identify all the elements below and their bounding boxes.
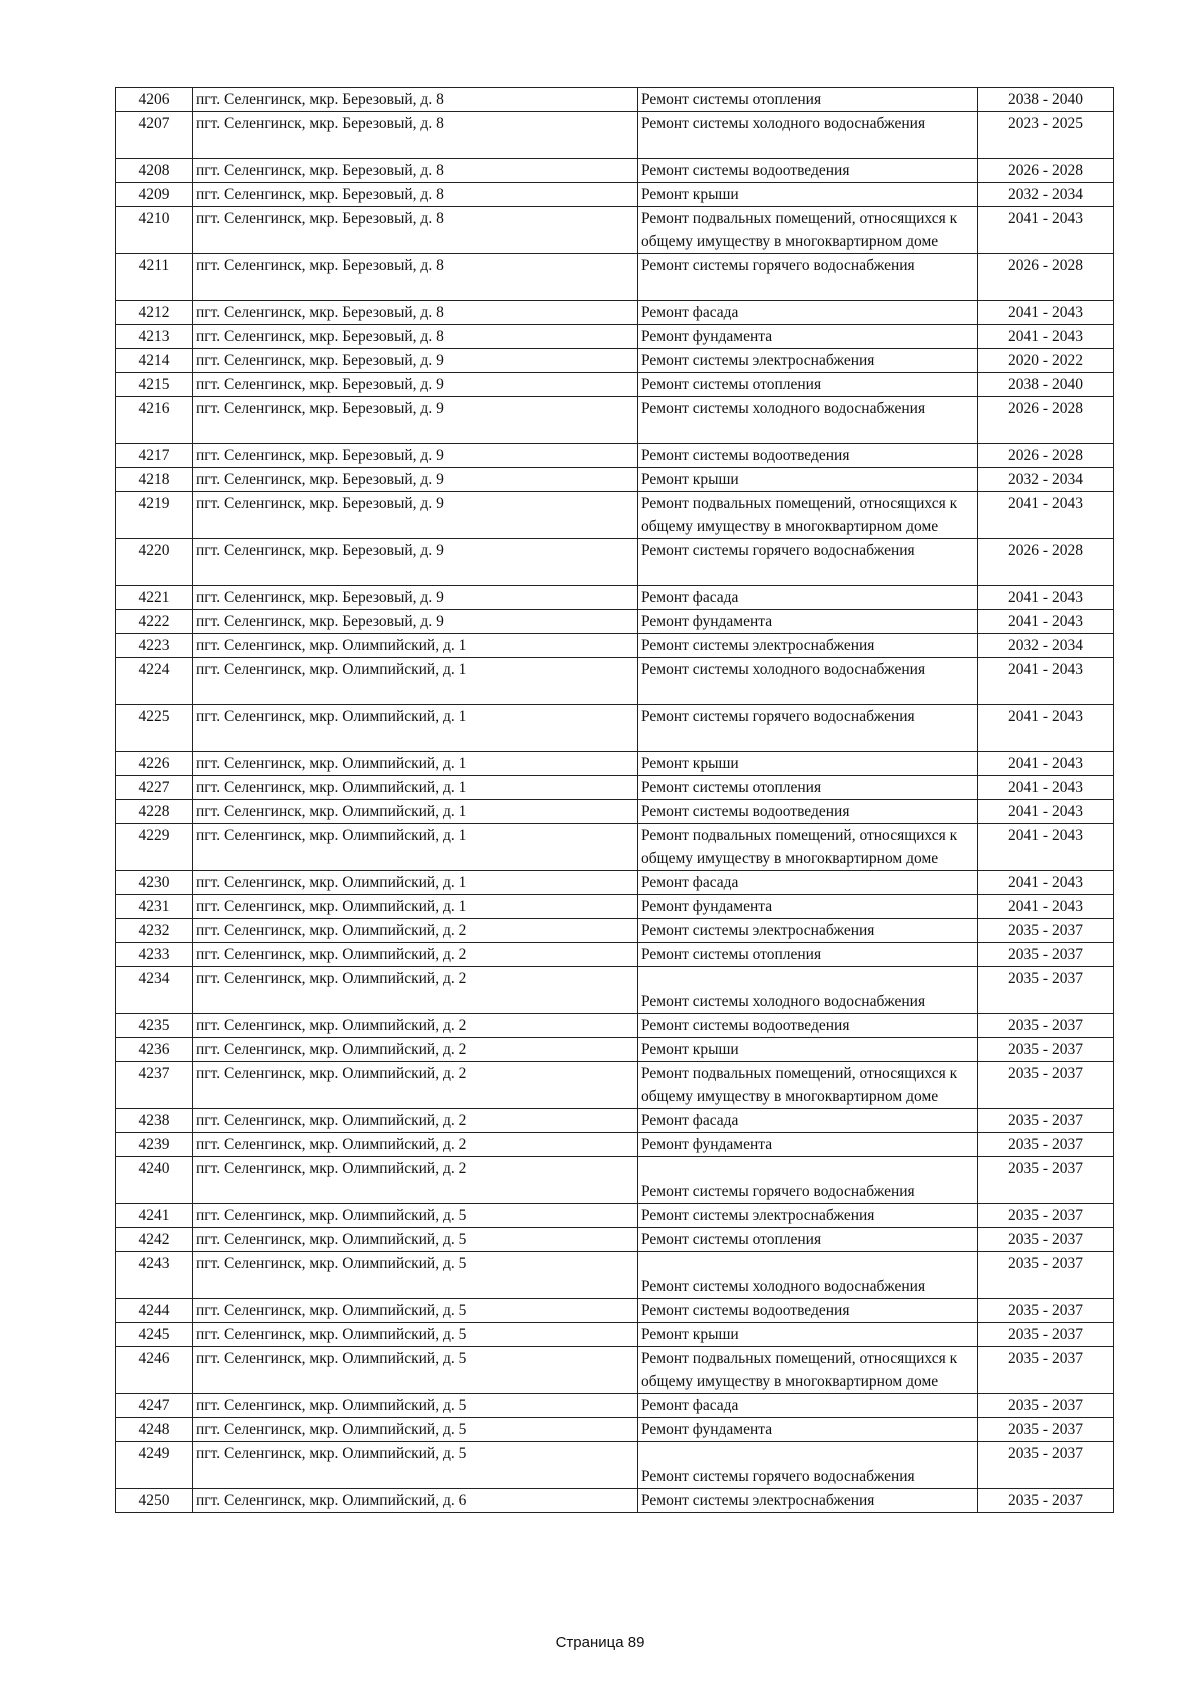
row-period: 2035 - 2037	[978, 1252, 1114, 1299]
page-number: Страница 89	[555, 1634, 645, 1651]
row-work-text: Ремонт подвальных помещений, относящихся к общему имуществу в многоквартирном доме	[641, 1065, 958, 1105]
row-work-text: Ремонт фасада	[641, 1112, 739, 1129]
row-work-text: Ремонт системы электроснабжения	[641, 922, 875, 939]
row-period: 2032 - 2034	[978, 183, 1114, 207]
row-address: пгт. Селенгинск, мкр. Олимпийский, д. 1	[193, 705, 638, 752]
row-work-type	[638, 1157, 978, 1204]
row-number: 4226	[116, 752, 193, 776]
row-work-text: Ремонт крыши	[641, 1041, 739, 1058]
table-row	[116, 776, 1114, 800]
row-work-text: Ремонт системы отопления	[641, 1231, 822, 1248]
row-work-text: Ремонт системы отопления	[641, 376, 822, 393]
row-work-type	[638, 871, 978, 895]
row-work-type	[638, 349, 978, 373]
row-work-text: Ремонт крыши	[641, 471, 739, 488]
row-work-type	[638, 1442, 978, 1489]
row-work-text: Ремонт системы водоотведения	[641, 447, 850, 464]
row-number: 4230	[116, 871, 193, 895]
row-number: 4250	[116, 1489, 193, 1513]
row-work-type	[638, 254, 978, 301]
row-work-type	[638, 705, 978, 752]
row-number: 4241	[116, 1204, 193, 1228]
row-number: 4228	[116, 800, 193, 824]
row-work-text: Ремонт крыши	[641, 186, 739, 203]
row-period: 2032 - 2034	[978, 468, 1114, 492]
table-row	[116, 1062, 1114, 1109]
row-number: 4211	[116, 254, 193, 301]
row-work-type	[638, 919, 978, 943]
row-work-type	[638, 895, 978, 919]
row-address: пгт. Селенгинск, мкр. Олимпийский, д. 2	[193, 1038, 638, 1062]
row-address: пгт. Селенгинск, мкр. Олимпийский, д. 1	[193, 752, 638, 776]
row-period: 2020 - 2022	[978, 349, 1114, 373]
row-address: пгт. Селенгинск, мкр. Березовый, д. 8	[193, 301, 638, 325]
row-address: пгт. Селенгинск, мкр. Березовый, д. 8	[193, 112, 638, 159]
row-number: 4236	[116, 1038, 193, 1062]
row-number: 4244	[116, 1299, 193, 1323]
row-address: пгт. Селенгинск, мкр. Березовый, д. 9	[193, 492, 638, 539]
row-number: 4243	[116, 1252, 193, 1299]
row-work-text: Ремонт системы отопления	[641, 91, 822, 108]
table-row	[116, 752, 1114, 776]
works-table-body	[116, 88, 1114, 1513]
row-number: 4213	[116, 325, 193, 349]
row-work-type	[638, 1299, 978, 1323]
row-period: 2035 - 2037	[978, 943, 1114, 967]
row-work-type	[638, 183, 978, 207]
row-work-text: Ремонт подвальных помещений, относящихся к общему имуществу в многоквартирном доме	[641, 827, 958, 867]
row-work-text: Ремонт системы электроснабжения	[641, 352, 875, 369]
row-period: 2035 - 2037	[978, 1323, 1114, 1347]
row-work-type	[638, 301, 978, 325]
table-row	[116, 919, 1114, 943]
row-address: пгт. Селенгинск, мкр. Березовый, д. 8	[193, 254, 638, 301]
row-work-type	[638, 444, 978, 468]
row-period: 2035 - 2037	[978, 1228, 1114, 1252]
row-work-text: Ремонт фасада	[641, 589, 739, 606]
row-address: пгт. Селенгинск, мкр. Березовый, д. 8	[193, 159, 638, 183]
row-work-text: Ремонт крыши	[641, 1326, 739, 1343]
row-work-text: Ремонт системы отопления	[641, 946, 822, 963]
row-address: пгт. Селенгинск, мкр. Олимпийский, д. 5	[193, 1442, 638, 1489]
table-row	[116, 967, 1114, 1014]
row-address: пгт. Селенгинск, мкр. Олимпийский, д. 2	[193, 919, 638, 943]
row-number: 4225	[116, 705, 193, 752]
row-number: 4214	[116, 349, 193, 373]
row-work-text: Ремонт системы электроснабжения	[641, 1207, 875, 1224]
row-number: 4249	[116, 1442, 193, 1489]
row-period: 2035 - 2037	[978, 1204, 1114, 1228]
row-work-text: Ремонт системы горячего водоснабжения	[641, 1468, 915, 1485]
row-work-type	[638, 800, 978, 824]
row-work-text: Ремонт подвальных помещений, относящихся к общему имуществу в многоквартирном доме	[641, 210, 958, 250]
row-period: 2038 - 2040	[978, 88, 1114, 112]
row-work-text: Ремонт системы холодного водоснабжения	[641, 115, 926, 132]
row-work-type	[638, 943, 978, 967]
table-row	[116, 895, 1114, 919]
table-row	[116, 468, 1114, 492]
table-row	[116, 1323, 1114, 1347]
row-address: пгт. Селенгинск, мкр. Олимпийский, д. 1	[193, 895, 638, 919]
row-number: 4208	[116, 159, 193, 183]
row-address: пгт. Селенгинск, мкр. Березовый, д. 9	[193, 349, 638, 373]
row-number: 4209	[116, 183, 193, 207]
row-address: пгт. Селенгинск, мкр. Олимпийский, д. 2	[193, 1133, 638, 1157]
table-row	[116, 325, 1114, 349]
table-row	[116, 1489, 1114, 1513]
row-work-text: Ремонт системы электроснабжения	[641, 1492, 875, 1509]
table-row	[116, 658, 1114, 705]
row-period: 2026 - 2028	[978, 254, 1114, 301]
row-number: 4238	[116, 1109, 193, 1133]
table-row	[116, 1418, 1114, 1442]
table-row	[116, 1252, 1114, 1299]
table-row	[116, 397, 1114, 444]
row-address: пгт. Селенгинск, мкр. Олимпийский, д. 1	[193, 824, 638, 871]
row-work-type	[638, 1038, 978, 1062]
row-work-type	[638, 658, 978, 705]
row-work-text: Ремонт системы горячего водоснабжения	[641, 708, 915, 725]
row-work-type	[638, 752, 978, 776]
row-address: пгт. Селенгинск, мкр. Березовый, д. 8	[193, 183, 638, 207]
row-address: пгт. Селенгинск, мкр. Олимпийский, д. 1	[193, 800, 638, 824]
row-number: 4215	[116, 373, 193, 397]
table-row	[116, 610, 1114, 634]
row-period: 2041 - 2043	[978, 325, 1114, 349]
row-period: 2035 - 2037	[978, 1394, 1114, 1418]
row-period: 2035 - 2037	[978, 1489, 1114, 1513]
row-address: пгт. Селенгинск, мкр. Березовый, д. 9	[193, 444, 638, 468]
row-period: 2035 - 2037	[978, 1038, 1114, 1062]
row-period: 2026 - 2028	[978, 159, 1114, 183]
row-work-text: Ремонт фундамента	[641, 613, 773, 630]
row-work-text: Ремонт системы холодного водоснабжения	[641, 400, 926, 417]
row-address: пгт. Селенгинск, мкр. Олимпийский, д. 5	[193, 1323, 638, 1347]
row-period: 2035 - 2037	[978, 1062, 1114, 1109]
row-work-type	[638, 1133, 978, 1157]
table-row	[116, 1347, 1114, 1394]
row-period: 2041 - 2043	[978, 586, 1114, 610]
row-number: 4235	[116, 1014, 193, 1038]
row-number: 4222	[116, 610, 193, 634]
row-address: пгт. Селенгинск, мкр. Олимпийский, д. 1	[193, 871, 638, 895]
row-address: пгт. Селенгинск, мкр. Березовый, д. 9	[193, 610, 638, 634]
table-row	[116, 943, 1114, 967]
row-number: 4206	[116, 88, 193, 112]
row-work-type	[638, 492, 978, 539]
row-address: пгт. Селенгинск, мкр. Олимпийский, д. 6	[193, 1489, 638, 1513]
row-work-text: Ремонт фундамента	[641, 328, 773, 345]
row-number: 4217	[116, 444, 193, 468]
row-work-text: Ремонт фундамента	[641, 898, 773, 915]
row-work-text: Ремонт системы горячего водоснабжения	[641, 1183, 915, 1200]
table-row	[116, 88, 1114, 112]
row-work-type	[638, 824, 978, 871]
row-period: 2026 - 2028	[978, 444, 1114, 468]
row-number: 4248	[116, 1418, 193, 1442]
row-work-type	[638, 610, 978, 634]
row-work-type	[638, 1204, 978, 1228]
row-number: 4229	[116, 824, 193, 871]
table-row	[116, 1442, 1114, 1489]
row-work-text: Ремонт системы электроснабжения	[641, 637, 875, 654]
row-period: 2035 - 2037	[978, 1418, 1114, 1442]
row-address: пгт. Селенгинск, мкр. Березовый, д. 9	[193, 468, 638, 492]
row-work-text: Ремонт системы водоотведения	[641, 1302, 850, 1319]
row-work-type	[638, 397, 978, 444]
row-address: пгт. Селенгинск, мкр. Олимпийский, д. 5	[193, 1418, 638, 1442]
row-work-type	[638, 325, 978, 349]
row-period: 2041 - 2043	[978, 301, 1114, 325]
row-period: 2035 - 2037	[978, 1014, 1114, 1038]
row-number: 4239	[116, 1133, 193, 1157]
row-address: пгт. Селенгинск, мкр. Олимпийский, д. 1	[193, 658, 638, 705]
row-address: пгт. Селенгинск, мкр. Березовый, д. 8	[193, 88, 638, 112]
row-number: 4234	[116, 967, 193, 1014]
row-number: 4227	[116, 776, 193, 800]
row-work-text: Ремонт системы холодного водоснабжения	[641, 661, 926, 678]
table-row	[116, 824, 1114, 871]
table-row	[116, 1133, 1114, 1157]
row-address: пгт. Селенгинск, мкр. Олимпийский, д. 5	[193, 1347, 638, 1394]
row-work-type	[638, 159, 978, 183]
row-address: пгт. Селенгинск, мкр. Олимпийский, д. 5	[193, 1252, 638, 1299]
table-row	[116, 1394, 1114, 1418]
table-row	[116, 539, 1114, 586]
row-period: 2035 - 2037	[978, 1133, 1114, 1157]
row-work-text: Ремонт подвальных помещений, относящихся к общему имуществу в многоквартирном доме	[641, 1350, 958, 1390]
table-row	[116, 183, 1114, 207]
row-period: 2041 - 2043	[978, 895, 1114, 919]
table-row	[116, 207, 1114, 254]
table-row	[116, 492, 1114, 539]
row-work-text: Ремонт системы горячего водоснабжения	[641, 257, 915, 274]
table-row	[116, 254, 1114, 301]
row-period: 2041 - 2043	[978, 492, 1114, 539]
row-work-text: Ремонт фундамента	[641, 1136, 773, 1153]
row-address: пгт. Селенгинск, мкр. Березовый, д. 8	[193, 207, 638, 254]
row-number: 4216	[116, 397, 193, 444]
row-number: 4240	[116, 1157, 193, 1204]
row-work-text: Ремонт фундамента	[641, 1421, 773, 1438]
row-period: 2041 - 2043	[978, 752, 1114, 776]
table-row	[116, 586, 1114, 610]
row-work-text: Ремонт системы отопления	[641, 779, 822, 796]
row-number: 4233	[116, 943, 193, 967]
row-period: 2026 - 2028	[978, 397, 1114, 444]
row-work-text: Ремонт системы водоотведения	[641, 803, 850, 820]
row-number: 4232	[116, 919, 193, 943]
table-row	[116, 349, 1114, 373]
table-row	[116, 112, 1114, 159]
row-address: пгт. Селенгинск, мкр. Олимпийский, д. 1	[193, 634, 638, 658]
row-period: 2026 - 2028	[978, 539, 1114, 586]
row-number: 4207	[116, 112, 193, 159]
row-address: пгт. Селенгинск, мкр. Березовый, д. 9	[193, 397, 638, 444]
row-period: 2035 - 2037	[978, 967, 1114, 1014]
row-work-type	[638, 1228, 978, 1252]
row-period: 2035 - 2037	[978, 1299, 1114, 1323]
row-number: 4219	[116, 492, 193, 539]
row-number: 4231	[116, 895, 193, 919]
row-period: 2041 - 2043	[978, 705, 1114, 752]
row-work-type	[638, 112, 978, 159]
row-number: 4223	[116, 634, 193, 658]
row-work-text: Ремонт фасада	[641, 304, 739, 321]
row-number: 4212	[116, 301, 193, 325]
row-address: пгт. Селенгинск, мкр. Олимпийский, д. 2	[193, 1157, 638, 1204]
row-work-type	[638, 1252, 978, 1299]
row-address: пгт. Селенгинск, мкр. Олимпийский, д. 2	[193, 967, 638, 1014]
row-work-text: Ремонт подвальных помещений, относящихся к общему имуществу в многоквартирном доме	[641, 495, 958, 535]
row-period: 2041 - 2043	[978, 800, 1114, 824]
row-number: 4224	[116, 658, 193, 705]
row-work-type	[638, 1394, 978, 1418]
table-row	[116, 1014, 1114, 1038]
row-period: 2023 - 2025	[978, 112, 1114, 159]
table-row	[116, 1157, 1114, 1204]
row-work-type	[638, 1489, 978, 1513]
row-work-type	[638, 776, 978, 800]
row-work-type	[638, 1323, 978, 1347]
row-period: 2035 - 2037	[978, 1109, 1114, 1133]
table-row	[116, 444, 1114, 468]
table-row	[116, 301, 1114, 325]
row-work-type	[638, 1109, 978, 1133]
table-row	[116, 800, 1114, 824]
row-period: 2041 - 2043	[978, 871, 1114, 895]
row-work-text: Ремонт системы водоотведения	[641, 162, 850, 179]
row-period: 2035 - 2037	[978, 919, 1114, 943]
row-work-type	[638, 88, 978, 112]
row-address: пгт. Селенгинск, мкр. Олимпийский, д. 2	[193, 1014, 638, 1038]
row-work-type	[638, 1418, 978, 1442]
row-work-type	[638, 1347, 978, 1394]
table-row	[116, 1109, 1114, 1133]
row-address: пгт. Селенгинск, мкр. Березовый, д. 8	[193, 325, 638, 349]
row-work-text: Ремонт крыши	[641, 755, 739, 772]
row-address: пгт. Селенгинск, мкр. Олимпийский, д. 2	[193, 1062, 638, 1109]
row-period: 2041 - 2043	[978, 776, 1114, 800]
row-work-type	[638, 539, 978, 586]
row-work-type	[638, 1014, 978, 1038]
row-work-text: Ремонт системы холодного водоснабжения	[641, 1278, 926, 1295]
row-work-text: Ремонт системы горячего водоснабжения	[641, 542, 915, 559]
row-period: 2041 - 2043	[978, 207, 1114, 254]
row-number: 4242	[116, 1228, 193, 1252]
row-number: 4210	[116, 207, 193, 254]
row-address: пгт. Селенгинск, мкр. Березовый, д. 9	[193, 373, 638, 397]
row-work-type	[638, 207, 978, 254]
row-period: 2041 - 2043	[978, 658, 1114, 705]
row-number: 4246	[116, 1347, 193, 1394]
row-work-type	[638, 1062, 978, 1109]
row-number: 4247	[116, 1394, 193, 1418]
table-row	[116, 1204, 1114, 1228]
table-row	[116, 373, 1114, 397]
row-number: 4237	[116, 1062, 193, 1109]
row-period: 2035 - 2037	[978, 1442, 1114, 1489]
row-number: 4220	[116, 539, 193, 586]
row-work-text: Ремонт системы холодного водоснабжения	[641, 993, 926, 1010]
row-address: пгт. Селенгинск, мкр. Олимпийский, д. 5	[193, 1299, 638, 1323]
table-row	[116, 1038, 1114, 1062]
row-address: пгт. Селенгинск, мкр. Березовый, д. 9	[193, 586, 638, 610]
row-work-text: Ремонт фасада	[641, 1397, 739, 1414]
row-work-type	[638, 373, 978, 397]
table-row	[116, 1228, 1114, 1252]
row-address: пгт. Селенгинск, мкр. Олимпийский, д. 1	[193, 776, 638, 800]
row-address: пгт. Селенгинск, мкр. Березовый, д. 9	[193, 539, 638, 586]
table-row	[116, 634, 1114, 658]
row-work-type	[638, 967, 978, 1014]
row-number: 4221	[116, 586, 193, 610]
row-address: пгт. Селенгинск, мкр. Олимпийский, д. 2	[193, 943, 638, 967]
table-row	[116, 1299, 1114, 1323]
row-work-type	[638, 634, 978, 658]
row-address: пгт. Селенгинск, мкр. Олимпийский, д. 2	[193, 1109, 638, 1133]
works-table	[115, 87, 1114, 1513]
row-work-type	[638, 586, 978, 610]
row-period: 2035 - 2037	[978, 1157, 1114, 1204]
row-number: 4245	[116, 1323, 193, 1347]
row-address: пгт. Селенгинск, мкр. Олимпийский, д. 5	[193, 1394, 638, 1418]
row-period: 2041 - 2043	[978, 610, 1114, 634]
row-work-text: Ремонт системы водоотведения	[641, 1017, 850, 1034]
table-row	[116, 159, 1114, 183]
row-work-text: Ремонт фасада	[641, 874, 739, 891]
row-address: пгт. Селенгинск, мкр. Олимпийский, д. 5	[193, 1204, 638, 1228]
row-work-type	[638, 468, 978, 492]
row-period: 2041 - 2043	[978, 824, 1114, 871]
row-period: 2038 - 2040	[978, 373, 1114, 397]
row-number: 4218	[116, 468, 193, 492]
table-row	[116, 871, 1114, 895]
table-row	[116, 705, 1114, 752]
row-period: 2035 - 2037	[978, 1347, 1114, 1394]
row-period: 2032 - 2034	[978, 634, 1114, 658]
row-address: пгт. Селенгинск, мкр. Олимпийский, д. 5	[193, 1228, 638, 1252]
